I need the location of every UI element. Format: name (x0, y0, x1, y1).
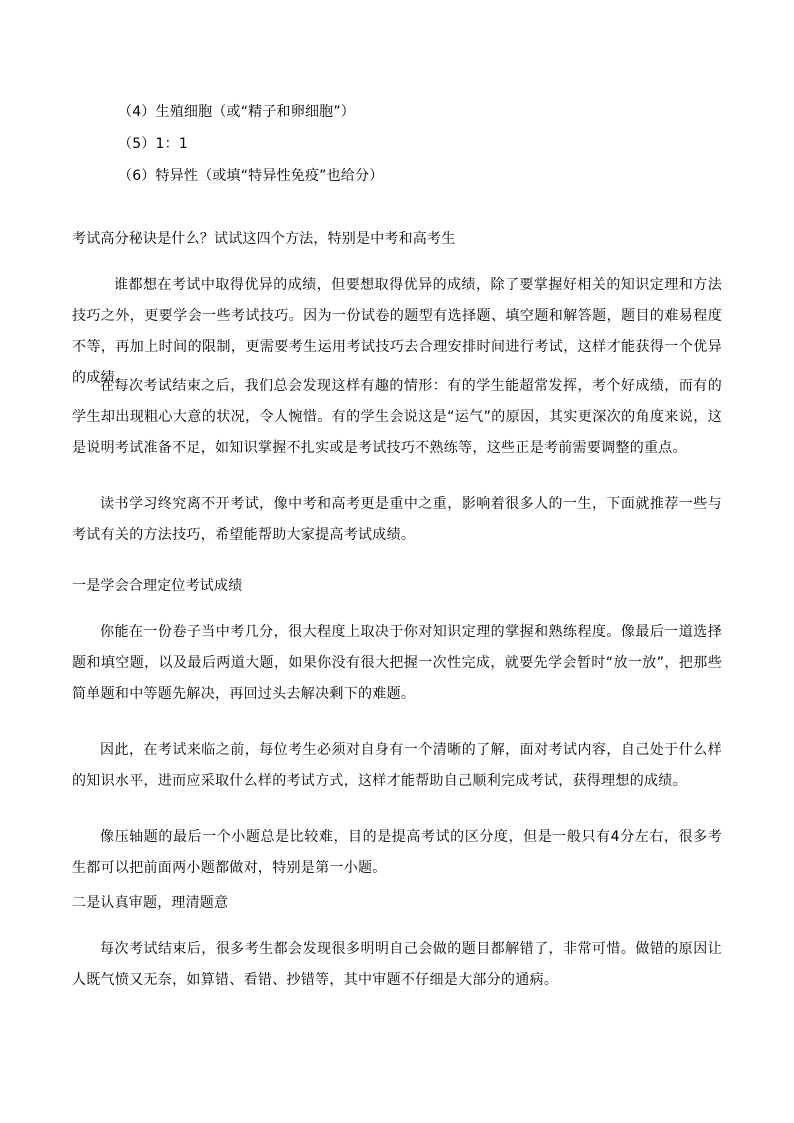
article-title: 考试高分秘诀是什么？试试这四个方法，特别是中考和高考生 (72, 231, 456, 247)
answer-item-4: （4）生殖细胞（或“精子和卵细胞”） (118, 104, 356, 120)
section-heading-2: 二是认真审题，理清题意 (72, 895, 229, 911)
answer-item-6: （6）特异性（或填“特异性免疫”也给分） (118, 168, 384, 184)
section-heading-1: 一是学会合理定位考试成绩 (72, 578, 243, 594)
section2-paragraph-1: 每次考试结束后，很多考生都会发现很多明明自己会做的题目都解错了，非常可惜。做错的原因让人既气愤又无奈，如算错、看错、抄错等，其中审题不仔细是大部分的通病。 (72, 941, 722, 988)
answer-item-5: （5）1：1 (118, 136, 188, 152)
section1-paragraph-3: 像压轴题的最后一个小题总是比较难，目的是提高考试的区分度，但是一般只有4分左右，很多考生都可以把前面两小题都做对，特别是第一小题。 (72, 829, 722, 876)
intro-paragraph-3: 读书学习终究离不开考试，像中考和高考更是重中之重，影响着很多人的一生，下面就推荐一些与考试有关的方法技巧，希望能帮助大家提高考试成绩。 (72, 496, 722, 543)
section1-paragraph-2: 因此，在考试来临之前，每位考生必须对自身有一个清晰的了解，面对考试内容，自己处于什么样的知识水平，进而应采取什么样的考试方式，这样才能帮助自己顺利完成考试，获得理想的成绩。 (72, 742, 722, 789)
section1-paragraph-1: 你能在一份卷子当中考几分，很大程度上取决于你对知识定理的掌握和熟练程度。像最后一道选择题和填空题，以及最后两道大题，如果你没有很大把握一次性完成，就要先学会暂时“放一放”，把那些简单题和中等题先解决，再回过头去解决剩下的难题。 (72, 624, 722, 702)
intro-paragraph-2: 在每次考试结束之后，我们总会发现这样有趣的情形：有的学生能超常发挥，考个好成绩，而有的学生却出现粗心大意的状况，令人惋惜。有的学生会说这是“运气”的原因，其实更深次的角度来说，这是说明考试准备不足，如知识掌握不扎实或是考试技巧不熟练等，这些正是考前需要调整的重点。 (72, 378, 722, 456)
intro-paragraph-1: 谁都想在考试中取得优异的成绩，但要想取得优异的成绩，除了要掌握好相关的知识定理和方法技巧之外，更要学会一些考试技巧。因为一份试卷的题型有选择题、填空题和解答题，题目的难易程度不等，再加上时间的限制，更需要考生运用考试技巧去合理安排时间进行考试，这样才能获得一个优异的成绩。 (72, 277, 722, 386)
